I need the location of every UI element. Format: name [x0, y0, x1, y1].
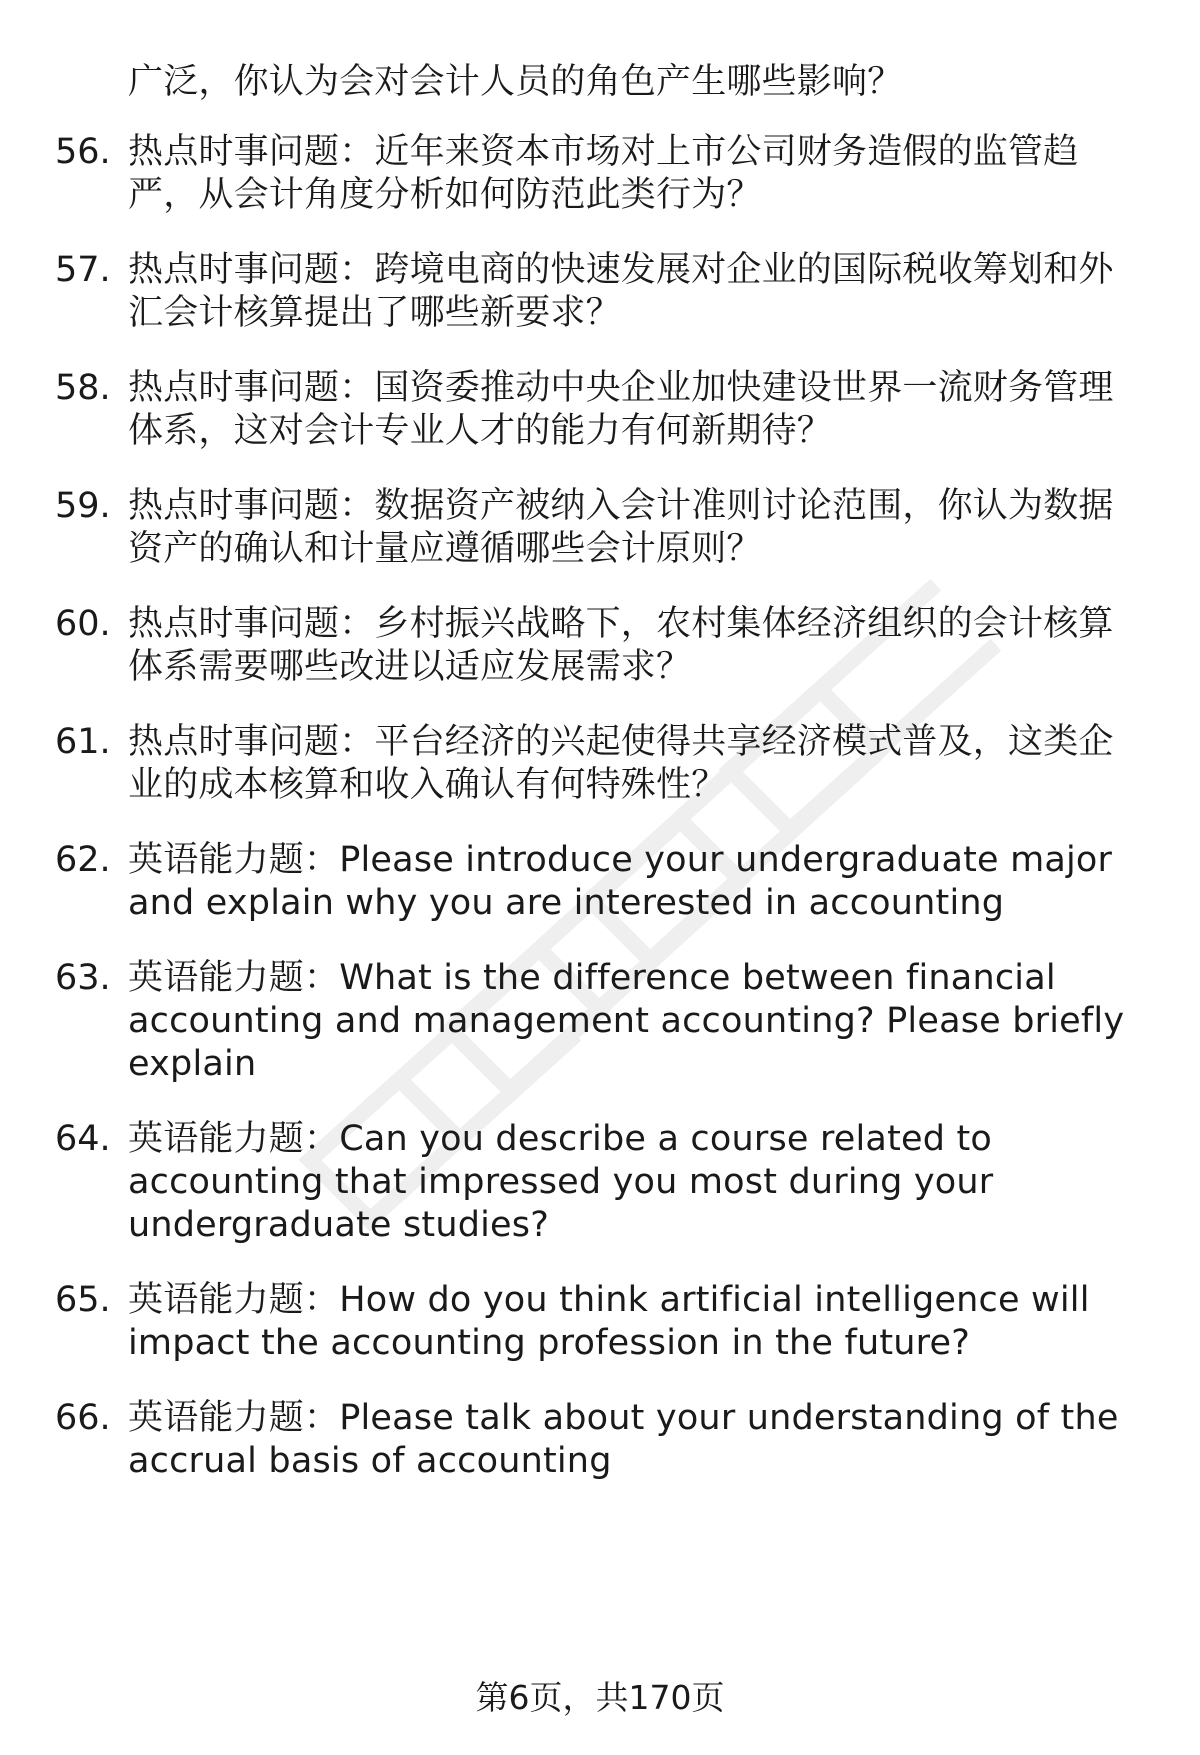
item-number-58: 58. [55, 368, 111, 408]
item-63-line-3: explain [128, 1044, 257, 1084]
item-59-line-2: 资产的确认和计量应遵循哪些会计原则？ [128, 529, 762, 569]
item-58-line-1: 热点时事问题：国资委推动中央企业加快建设世界一流财务管理 [128, 368, 1114, 408]
item-66-line-1: 英语能力题：Please talk about your understanding of the [128, 1398, 1119, 1438]
item-number-59: 59. [55, 486, 111, 526]
item-65-line-2: impact the accounting profession in the future? [128, 1323, 970, 1363]
item-number-65: 65. [55, 1280, 111, 1320]
item-64-line-1: 英语能力题：Can you describe a course related to [128, 1119, 993, 1159]
item-57-line-1: 热点时事问题：跨境电商的快速发展对企业的国际税收筹划和外 [128, 250, 1114, 290]
item-63-line-1: 英语能力题：What is the difference between financial [128, 958, 1056, 998]
item-65-line-1: 英语能力题：How do you think artificial intelligence will [128, 1280, 1090, 1320]
item-number-57: 57. [55, 250, 111, 290]
item-58-line-2: 体系，这对会计专业人才的能力有何新期待？ [128, 411, 833, 451]
page-footer: 第6页，共170页 [475, 1678, 725, 1717]
item-63-line-2: accounting and management accounting? Please briefly [128, 1001, 1125, 1041]
item-61-line-1: 热点时事问题：平台经济的兴起使得共享经济模式普及，这类企 [128, 722, 1114, 762]
item-64-line-3: undergraduate studies? [128, 1205, 549, 1245]
item-56-line-2: 严，从会计角度分析如何防范此类行为？ [128, 175, 762, 215]
item-66-line-2: accrual basis of accounting [128, 1441, 612, 1481]
continuation-line: 广泛，你认为会对会计人员的角色产生哪些影响？ [128, 62, 903, 102]
item-60-line-2: 体系需要哪些改进以适应发展需求？ [128, 647, 692, 687]
item-number-56: 56. [55, 132, 111, 172]
item-61-line-2: 业的成本核算和收入确认有何特殊性？ [128, 765, 727, 805]
item-62-line-1: 英语能力题：Please introduce your undergraduate major [128, 840, 1113, 880]
item-number-64: 64. [55, 1119, 111, 1159]
item-number-66: 66. [55, 1398, 111, 1438]
item-60-line-1: 热点时事问题：乡村振兴战略下，农村集体经济组织的会计核算 [128, 604, 1114, 644]
item-57-line-2: 汇会计核算提出了哪些新要求？ [128, 293, 621, 333]
item-number-62: 62. [55, 840, 111, 880]
item-56-line-1: 热点时事问题：近年来资本市场对上市公司财务造假的监管趋 [128, 132, 1079, 172]
item-62-line-2: and explain why you are interested in accounting [128, 883, 1005, 923]
item-64-line-2: accounting that impressed you most during your [128, 1162, 994, 1202]
item-number-63: 63. [55, 958, 111, 998]
item-59-line-1: 热点时事问题：数据资产被纳入会计准则讨论范围，你认为数据 [128, 486, 1114, 526]
item-number-60: 60. [55, 604, 111, 644]
item-number-61: 61. [55, 722, 111, 762]
